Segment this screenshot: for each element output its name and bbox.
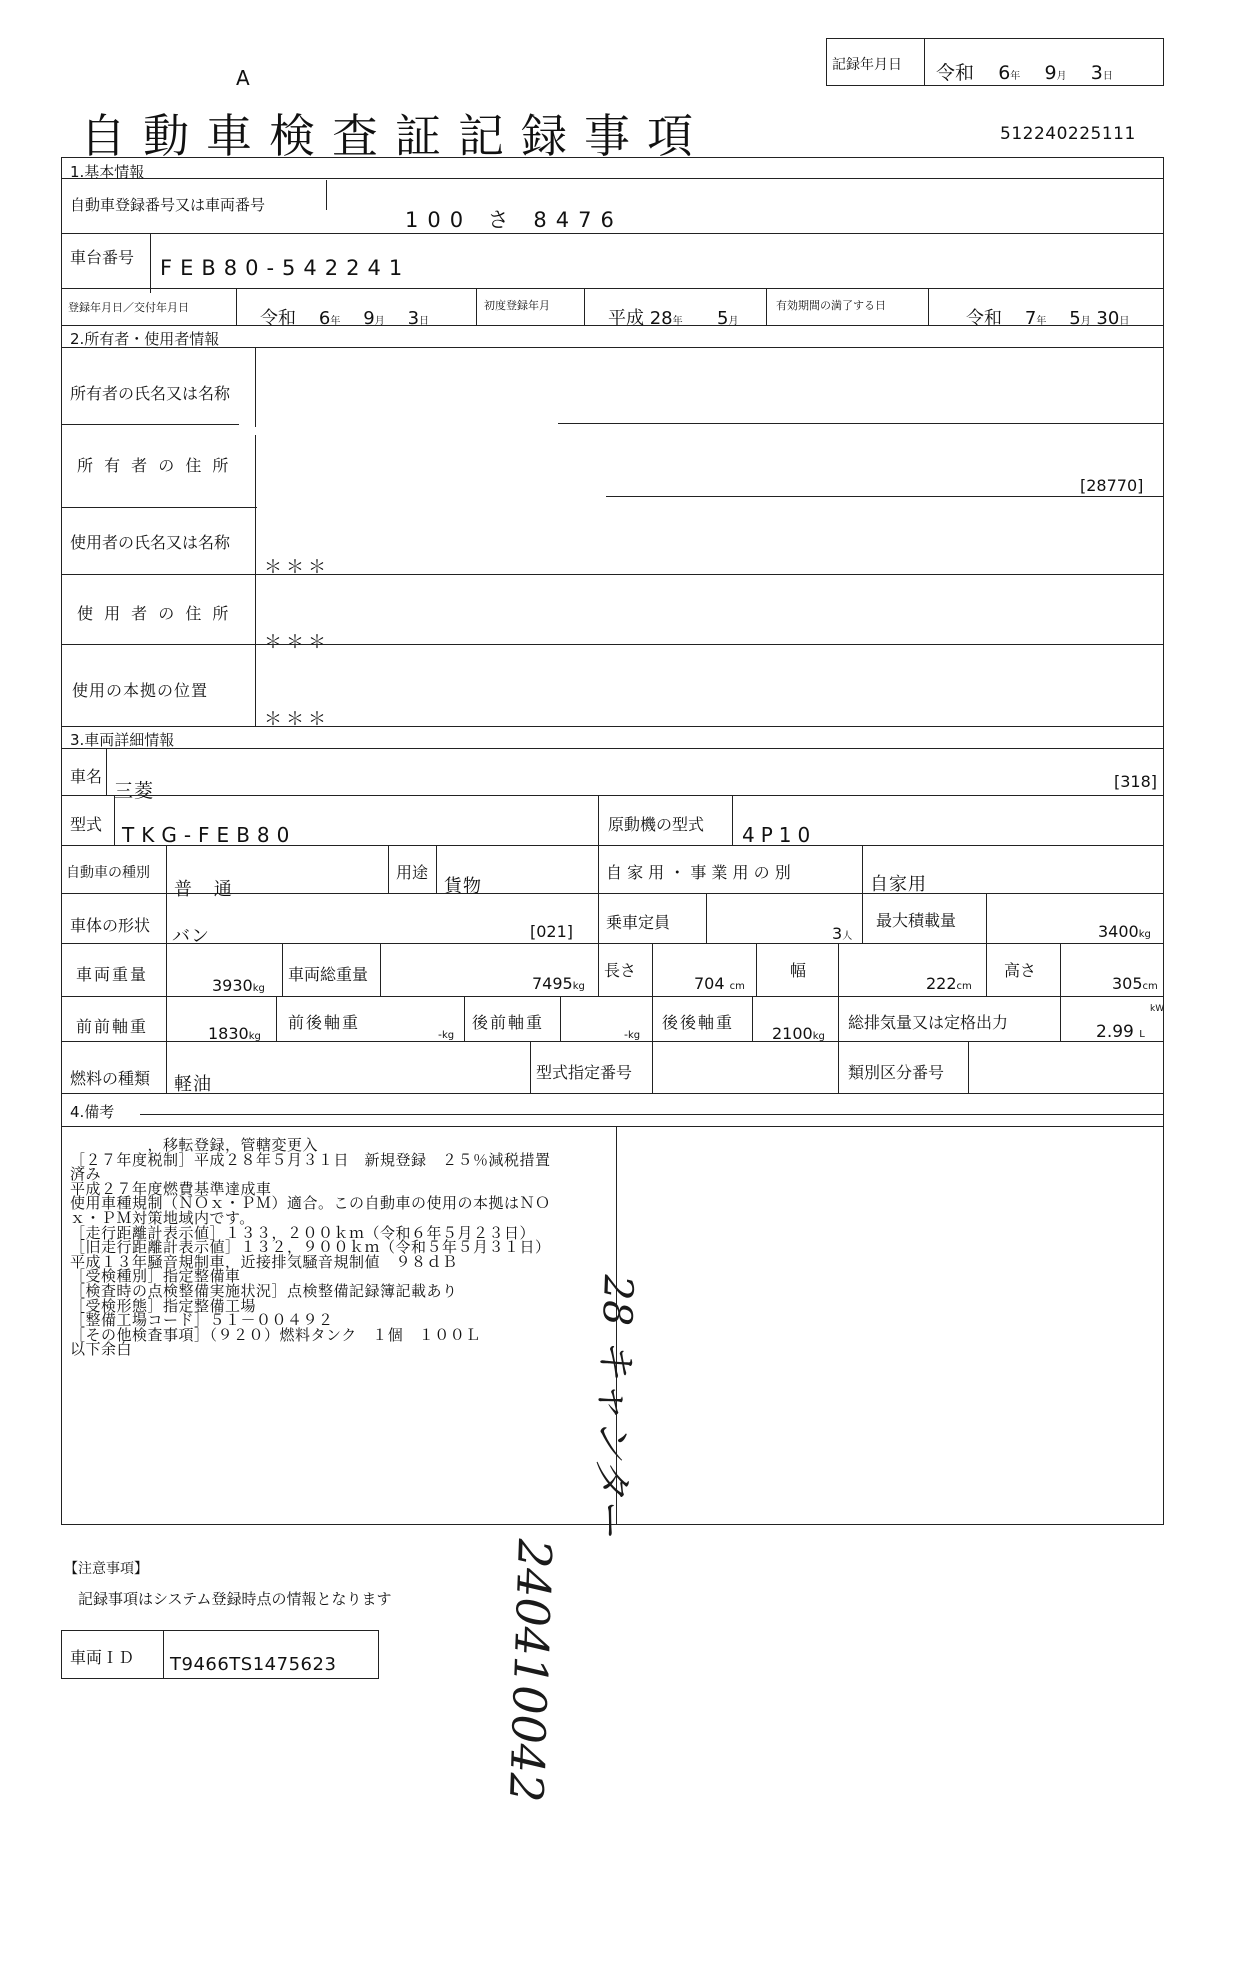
- vehicle-id-label: 車両ＩＤ: [70, 1648, 135, 1667]
- height-label: 高さ: [1004, 961, 1037, 980]
- remark-line: 平成２７年度燃費基準達成車: [70, 1179, 272, 1198]
- base-location-label: 使用の本拠の位置: [72, 681, 209, 700]
- length-label: 長さ: [604, 961, 637, 980]
- registration-date-label: 登録年月日／交付年月日: [68, 301, 189, 314]
- car-name-code: [318]: [1114, 772, 1158, 791]
- car-name-label: 車名: [70, 767, 103, 786]
- section-detail-title: 3.車両詳細情報: [70, 731, 175, 749]
- vehicle-kind-label: 自動車の種別: [66, 865, 150, 881]
- rear-rear-axle-label: 後後軸重: [662, 1013, 735, 1032]
- remark-line: ［２７年度税制］平成２８年５月３１日 新規登録 ２５％減税措置: [70, 1150, 551, 1169]
- rear-front-axle-label: 後前軸重: [472, 1013, 545, 1032]
- record-date-value: 令和 6年 9月 3日: [936, 62, 1113, 84]
- remark-line: ［受検種別］指定整備車: [70, 1267, 241, 1286]
- vehicle-weight-label: 車両重量: [76, 965, 149, 984]
- model-label: 型式: [70, 815, 103, 834]
- designation-number-label: 型式指定番号: [536, 1063, 633, 1082]
- category-number-label: 類別区分番号: [848, 1063, 945, 1082]
- user-address-value: ＊＊＊: [264, 632, 330, 653]
- displacement-value: 2.99 L: [1096, 1022, 1145, 1042]
- fuel-type-value: 軽油: [174, 1074, 212, 1095]
- notice-title: 【注意事項】: [64, 1561, 148, 1577]
- registration-date-value: 令和 6年 9月 3日: [260, 308, 430, 329]
- handwritten-model-note: 28 キャンター: [585, 1274, 642, 1538]
- body-shape-value: バン: [172, 926, 210, 947]
- chassis-number-label: 車台番号: [70, 248, 135, 267]
- use-label: 用途: [396, 863, 429, 882]
- first-registration-label: 初度登録年月: [484, 299, 550, 312]
- remark-line: 使用車種規制（ＮＯｘ・ＰＭ）適合。この自動車の使用の本拠はＮＯ: [70, 1194, 551, 1213]
- remark-line: 以下余白: [70, 1340, 133, 1359]
- use-value: 貨物: [444, 876, 482, 897]
- registration-number-value: 100 さ 8476: [405, 208, 623, 232]
- rear-rear-axle-value: 2100kg: [772, 1024, 825, 1043]
- front-rear-axle-value: -kg: [438, 1028, 455, 1041]
- gross-weight-label: 車両総重量: [288, 965, 369, 984]
- engine-model-value: 4P10: [742, 823, 817, 847]
- remark-line: ［走行距離計表示値］１３３，２００ｋｍ（令和６年５月２３日）: [70, 1223, 536, 1242]
- vehicle-kind-value: 普 通: [174, 879, 240, 900]
- owner-address-label: 所 有 者 の 住 所: [77, 456, 232, 475]
- user-name-value: ＊＊＊: [264, 557, 330, 578]
- width-label: 幅: [790, 961, 807, 980]
- front-front-axle-label: 前前軸重: [76, 1017, 149, 1036]
- length-value: 704 cm: [694, 974, 745, 993]
- remark-line: ［検査時の点検整備実施状況］点検整備記録簿記載あり: [70, 1282, 458, 1300]
- document-title: 自動車検査証記録事項: [80, 109, 710, 163]
- handwritten-number: 240410042: [498, 1538, 562, 1804]
- section-basic-title: 1.基本情報: [70, 163, 145, 181]
- kw-unit: kW: [1150, 1004, 1165, 1014]
- base-location-value: ＊＊＊: [264, 709, 330, 730]
- form-mark: A: [236, 66, 250, 90]
- engine-model-label: 原動機の型式: [608, 815, 705, 834]
- model-value: TKG-FEB80: [122, 823, 297, 847]
- displacement-label: 総排気量又は定格出力: [848, 1013, 1009, 1032]
- remark-line: ，移転登録，管轄変更入: [70, 1136, 319, 1154]
- section-remarks-title: 4.備考: [70, 1103, 115, 1121]
- fuel-type-label: 燃料の種類: [70, 1069, 151, 1088]
- user-name-label: 使用者の氏名又は名称: [70, 533, 231, 552]
- notice-text: 記録事項はシステム登録時点の情報となります: [78, 1590, 392, 1608]
- seating-capacity-value: 3人: [832, 924, 853, 943]
- front-rear-axle-label: 前後軸重: [288, 1013, 361, 1032]
- chassis-number-value: FEB80-542241: [160, 256, 411, 280]
- remark-line: ［受検形態］指定整備工場: [70, 1296, 257, 1315]
- document-number: 512240225111: [1000, 124, 1136, 144]
- record-date-label: 記録年月日: [832, 57, 902, 73]
- body-shape-label: 車体の形状: [70, 916, 151, 935]
- expiry-date-value: 令和 7年 5月 30日: [966, 308, 1130, 329]
- max-load-value: 3400kg: [1098, 922, 1151, 941]
- user-address-label: 使 用 者 の 住 所: [77, 604, 232, 623]
- expiry-date-label: 有効期間の満了する日: [776, 299, 886, 312]
- section-owner-title: 2.所有者・使用者情報: [70, 330, 220, 348]
- max-load-label: 最大積載量: [876, 911, 957, 930]
- vehicle-id-value: T9466TS1475623: [170, 1654, 337, 1675]
- registration-number-label: 自動車登録番号又は車両番号: [70, 196, 266, 214]
- seating-capacity-label: 乗車定員: [606, 913, 671, 932]
- remark-line: ［旧走行距離計表示値］１３２，９００ｋｍ（令和５年５月３１日）: [70, 1238, 551, 1257]
- body-shape-code: [021]: [530, 922, 574, 941]
- remark-line: ［整備工場コード］５１－００４９２: [70, 1311, 334, 1330]
- rear-front-axle-value: -kg: [624, 1028, 641, 1041]
- width-value: 222cm: [926, 974, 972, 993]
- height-value: 305cm: [1112, 974, 1158, 993]
- front-front-axle-value: 1830kg: [208, 1024, 261, 1043]
- remark-line: 平成１３年騒音規制車，近接排気騒音規制値 ９８ｄＢ: [70, 1252, 458, 1271]
- vehicle-weight-value: 3930kg: [212, 976, 265, 995]
- car-name-value: 三菱: [114, 780, 155, 802]
- owner-name-label: 所有者の氏名又は名称: [70, 384, 231, 403]
- private-business-value: 自家用: [870, 874, 927, 895]
- remark-line: 済み: [70, 1165, 102, 1184]
- gross-weight-value: 7495kg: [532, 974, 585, 993]
- owner-address-code: [28770]: [1080, 476, 1144, 495]
- private-business-label: 自 家 用 ・ 事 業 用 の 別: [606, 863, 791, 882]
- remark-line: ｘ・ＰＭ対策地域内です。: [70, 1209, 255, 1227]
- remark-line: ［その他検査事項］（９２０）燃料タンク １個 １００Ｌ: [70, 1325, 481, 1344]
- first-registration-value: 平成 28年 5月: [608, 308, 739, 329]
